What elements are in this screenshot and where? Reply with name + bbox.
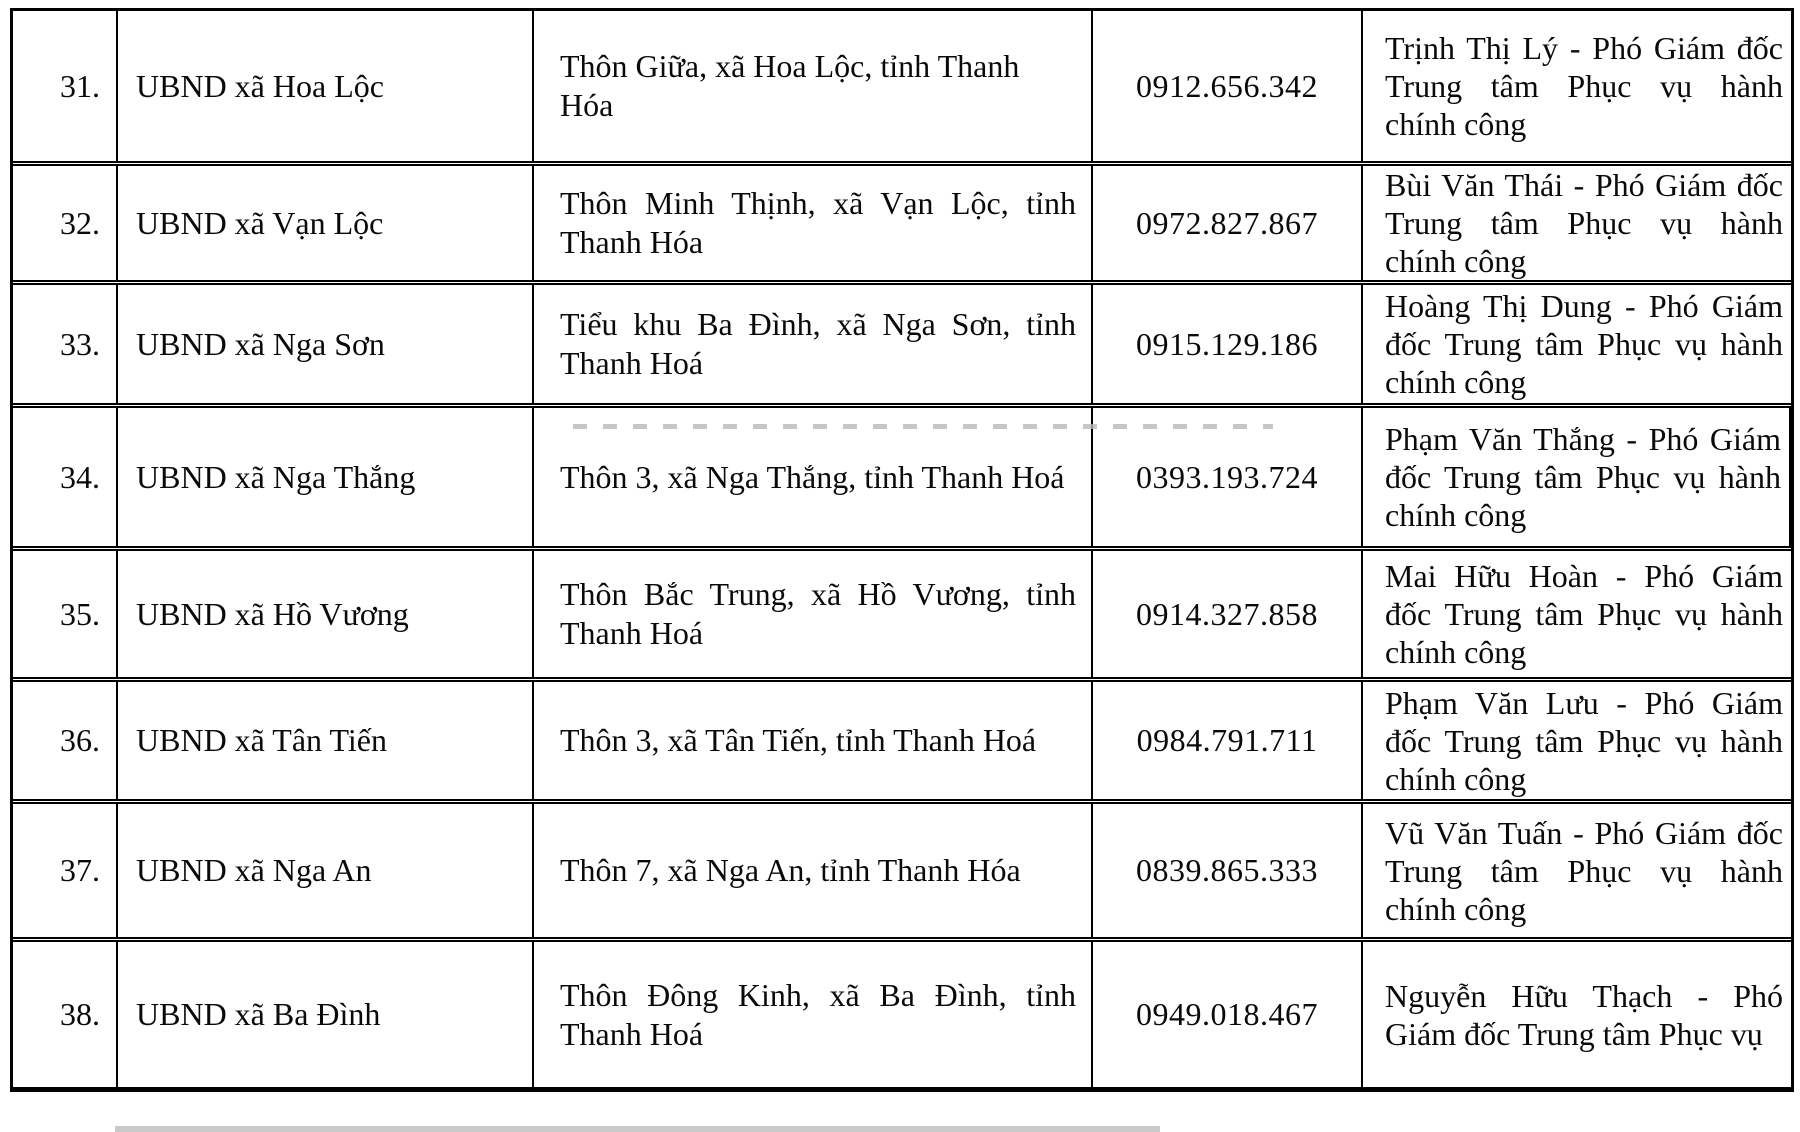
agency-address-cell [534, 682, 1093, 799]
row-number: 37. [60, 852, 100, 888]
contact-line: Trung tâm Phục vụ hành [1385, 68, 1783, 104]
contact-line: đốc Trung tâm Phục vụ hành [1385, 326, 1783, 362]
page-bottom-artifact [115, 1126, 1160, 1132]
table-row [13, 937, 1791, 1087]
contact-person-cell [1363, 942, 1791, 1087]
row-number: 33. [60, 325, 100, 362]
row-number-cell [13, 551, 118, 677]
contact-line: chính công [1385, 497, 1527, 533]
agency-name: UBND xã Tân Tiến [136, 722, 387, 758]
row-number-cell [13, 804, 118, 937]
address-line: Thôn 7, xã Nga An, tỉnh Thanh Hóa [560, 852, 1021, 888]
contact-line: chính công [1385, 890, 1527, 927]
contact-line: chính công [1385, 243, 1527, 279]
contact-person-cell [1363, 804, 1791, 937]
address-line: Thôn Giữa, xã Hoa Lộc, tỉnh Thanh Hóa [560, 48, 1020, 123]
row-number-cell [13, 166, 118, 280]
address-line: Thôn 3, xã Tân Tiến, tỉnh Thanh Hoá [560, 722, 1037, 758]
contact-line: Mai Hữu Hoàn - Phó Giám [1385, 558, 1783, 594]
phone-number-cell [1093, 285, 1363, 403]
phone-number-cell [1093, 942, 1363, 1087]
agency-name-cell [118, 408, 534, 546]
contact-line: chính công [1385, 634, 1527, 670]
contact-person-cell [1363, 551, 1791, 677]
contact-line: chính công [1385, 364, 1527, 400]
address-line: Thôn Đông Kinh, xã Ba Đình, tỉnh [560, 976, 1076, 1013]
address-line: Thanh Hóa [560, 224, 704, 260]
contact-line: Vũ Văn Tuấn - Phó Giám đốc [1385, 814, 1783, 851]
contact-person-cell [1363, 682, 1791, 799]
table-row [13, 280, 1791, 403]
row-number: 31. [60, 67, 100, 104]
phone-number: 0914.327.858 [1136, 595, 1318, 632]
table-row [13, 546, 1791, 677]
contact-line: đốc Trung tâm Phục vụ hành [1385, 459, 1781, 495]
contact-line: Trung tâm Phục vụ hành [1385, 852, 1783, 889]
contact-line: đốc Trung tâm Phục vụ hành [1385, 722, 1783, 759]
contact-person-cell [1363, 11, 1791, 161]
contact-line: Hoàng Thị Dung - Phó Giám [1385, 288, 1783, 324]
row-number: 32. [60, 204, 100, 241]
phone-number: 0972.827.867 [1136, 204, 1318, 241]
row-number: 34. [60, 458, 100, 495]
contact-line: Bùi Văn Thái - Phó Giám đốc [1385, 167, 1783, 203]
agency-name: UBND xã Nga Thắng [136, 458, 416, 495]
contact-line: Nguyễn Hữu Thạch - Phó [1385, 977, 1783, 1014]
agency-name-cell [118, 942, 534, 1087]
address-line: Thôn Bắc Trung, xã Hồ Vương, tỉnh [560, 576, 1076, 612]
phone-number: 0915.129.186 [1136, 325, 1318, 362]
agency-name-cell [118, 166, 534, 280]
phone-number: 0393.193.724 [1136, 458, 1318, 495]
agency-name: UBND xã Vạn Lộc [136, 204, 384, 241]
agency-name: UBND xã Hoa Lộc [136, 67, 384, 104]
agency-name: UBND xã Ba Đình [136, 996, 381, 1032]
address-line: Thanh Hoá [560, 345, 704, 381]
row-number-cell [13, 942, 118, 1087]
phone-number: 0839.865.333 [1136, 852, 1318, 888]
table-row [13, 403, 1791, 546]
row-number: 38. [60, 996, 100, 1032]
phone-number: 0984.791.711 [1136, 722, 1318, 758]
contact-person-cell [1363, 408, 1791, 546]
phone-number-cell [1093, 682, 1363, 799]
scan-artifact-dots [573, 424, 1273, 429]
agency-address-cell [534, 804, 1093, 937]
row-number-cell [13, 11, 118, 161]
agency-address-cell [534, 551, 1093, 677]
phone-number: 0949.018.467 [1136, 996, 1318, 1032]
contact-line: Giám đốc Trung tâm Phục vụ [1385, 1015, 1763, 1052]
phone-number: 0912.656.342 [1136, 67, 1318, 104]
address-line: Tiểu khu Ba Đình, xã Nga Sơn, tỉnh [560, 306, 1076, 342]
row-number-cell [13, 285, 118, 403]
address-line: Thôn 3, xã Nga Thắng, tỉnh Thanh Hoá [560, 458, 1065, 495]
phone-number-cell [1093, 166, 1363, 280]
contact-line: Trung tâm Phục vụ hành [1385, 205, 1783, 241]
contact-person-cell [1363, 166, 1791, 280]
agency-address-cell [534, 942, 1093, 1087]
table-row [13, 161, 1791, 280]
row-number: 36. [60, 722, 100, 758]
agency-name: UBND xã Nga Sơn [136, 325, 385, 362]
agency-name-cell [118, 682, 534, 799]
agency-address-cell [534, 11, 1093, 161]
table-row [13, 11, 1791, 161]
contact-person-cell [1363, 285, 1791, 403]
agency-name-cell [118, 804, 534, 937]
address-line: Thanh Hoá [560, 1015, 704, 1052]
agency-name: UBND xã Nga An [136, 852, 372, 888]
row-number-cell [13, 682, 118, 799]
agency-name-cell [118, 285, 534, 403]
agency-address-cell [534, 166, 1093, 280]
agency-name-cell [118, 551, 534, 677]
agency-name: UBND xã Hồ Vương [136, 595, 409, 632]
phone-number-cell [1093, 551, 1363, 677]
table-row [13, 677, 1791, 799]
phone-number-cell [1093, 804, 1363, 937]
contact-line: đốc Trung tâm Phục vụ hành [1385, 596, 1783, 632]
address-line: Thanh Hoá [560, 615, 704, 651]
row-number: 35. [60, 595, 100, 632]
row-number-cell [13, 408, 118, 546]
contact-line: chính công [1385, 760, 1527, 797]
contact-line: Phạm Văn Thắng - Phó Giám [1385, 421, 1781, 457]
agency-name-cell [118, 11, 534, 161]
agency-address-cell [534, 285, 1093, 403]
contact-line: Trịnh Thị Lý - Phó Giám đốc [1385, 30, 1783, 66]
contact-line: Phạm Văn Lưu - Phó Giám [1385, 684, 1783, 721]
address-line: Thôn Minh Thịnh, xã Vạn Lộc, tỉnh [560, 185, 1076, 221]
table-row [13, 799, 1791, 937]
contact-line: chính công [1385, 106, 1527, 142]
contact-table [10, 8, 1794, 1092]
phone-number-cell [1093, 11, 1363, 161]
